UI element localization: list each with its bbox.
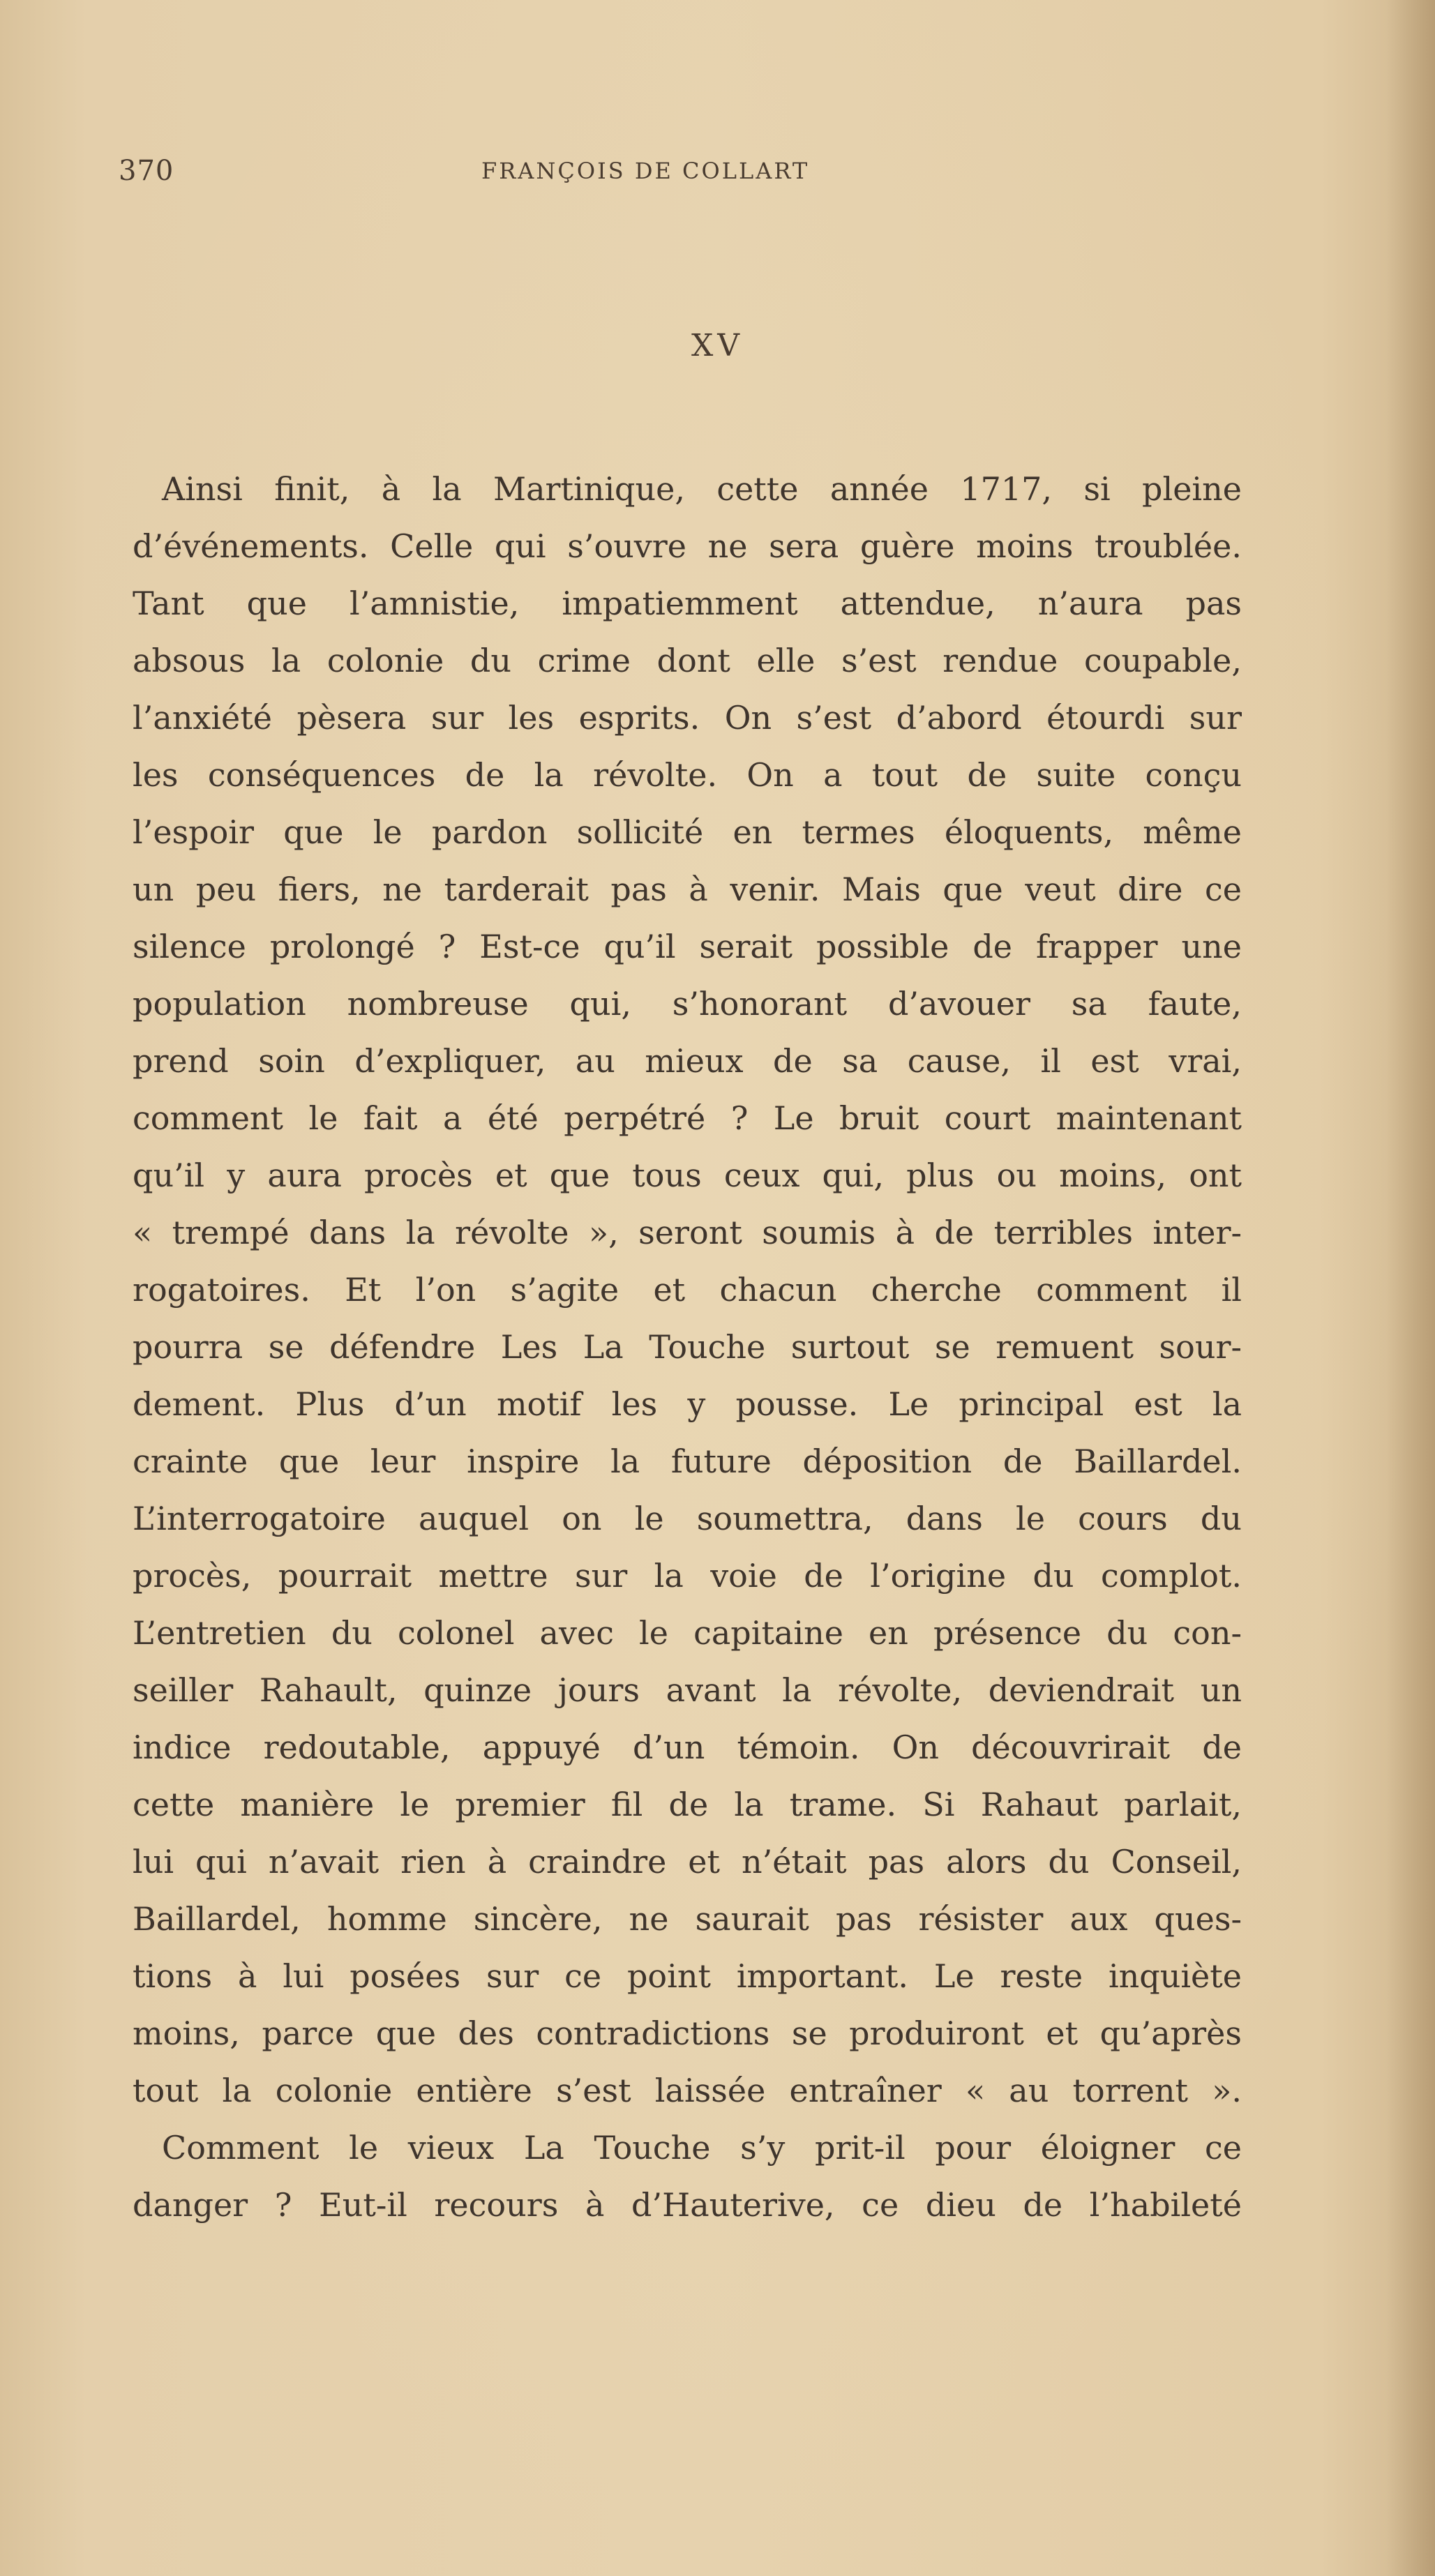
text-line: danger ? Eut-il recours à d’Hauterive, ce dieu de l’habileté	[133, 2186, 1242, 2224]
text-line: tout la colonie entière s’est laissée entraîner « au torrent ».	[133, 2072, 1242, 2109]
body-text	[133, 460, 1242, 2234]
text-line: les conséquences de la révolte. On a tout de suite conçu	[133, 756, 1242, 794]
text-line: « trempé dans la révolte », seront soumis à de terribles inter-	[133, 1214, 1242, 1251]
text-line: tions à lui posées sur ce point important. Le reste inquiète	[133, 1957, 1242, 1995]
text-line: comment le fait a été perpétré ? Le bruit court maintenant	[133, 1099, 1242, 1137]
text-line: rogatoires. Et l’on s’agite et chacun cherche comment il	[133, 1271, 1242, 1309]
text-line: dement. Plus d’un motif les y pousse. Le principal est la	[133, 1385, 1242, 1423]
text-line: Tant que l’amnistie, impatiemment attendue, n’aura pas	[133, 585, 1242, 622]
text-line: Ainsi finit, à la Martinique, cette année 1717, si pleine	[162, 470, 1242, 508]
chapter-heading: XV	[691, 328, 744, 363]
text-line: d’événements. Celle qui s’ouvre ne sera guère moins troublée.	[133, 527, 1242, 565]
text-line: prend soin d’expliquer, au mieux de sa cause, il est vrai,	[133, 1042, 1242, 1080]
text-line: procès, pourrait mettre sur la voie de l’origine du complot.	[133, 1557, 1242, 1595]
text-line: absous la colonie du crime dont elle s’est rendue coupable,	[133, 642, 1242, 679]
text-line: L’interrogatoire auquel on le soumettra, dans le cours du	[133, 1500, 1242, 1537]
running-title: FRANÇOIS DE COLLART	[481, 158, 810, 184]
text-line: L’entretien du colonel avec le capitaine en présence du con-	[133, 1614, 1242, 1652]
text-line: crainte que leur inspire la future déposition de Baillardel.	[133, 1443, 1242, 1480]
page-number: 370	[119, 155, 174, 187]
text-line: silence prolongé ? Est-ce qu’il serait possible de frapper une	[133, 928, 1242, 965]
text-line: seiller Rahault, quinze jours avant la révolte, deviendrait un	[133, 1671, 1242, 1709]
text-line: Comment le vieux La Touche s’y prit-il pour éloigner ce	[162, 2129, 1242, 2167]
text-line: lui qui n’avait rien à craindre et n’était pas alors du Conseil,	[133, 1843, 1242, 1881]
text-line: pourra se défendre Les La Touche surtout se remuent sour-	[133, 1328, 1242, 1366]
text-line: moins, parce que des contradictions se produiront et qu’après	[133, 2014, 1242, 2052]
text-line: l’espoir que le pardon sollicité en termes éloquents, même	[133, 813, 1242, 851]
text-line: cette manière le premier fil de la trame. Si Rahaut parlait,	[133, 1786, 1242, 1823]
text-line: un peu fiers, ne tarderait pas à venir. Mais que veut dire ce	[133, 871, 1242, 908]
text-line: Baillardel, homme sincère, ne saurait pas résister aux ques-	[133, 1900, 1242, 1938]
text-line: qu’il y aura procès et que tous ceux qui, plus ou moins, ont	[133, 1157, 1242, 1194]
text-line: l’anxiété pèsera sur les esprits. On s’est d’abord étourdi sur	[133, 699, 1242, 737]
running-head	[0, 155, 1435, 197]
text-line: population nombreuse qui, s’honorant d’avouer sa faute,	[133, 985, 1242, 1023]
page-edge-shadow	[1386, 0, 1435, 2576]
text-line: indice redoutable, appuyé d’un témoin. On découvrirait de	[133, 1728, 1242, 1766]
